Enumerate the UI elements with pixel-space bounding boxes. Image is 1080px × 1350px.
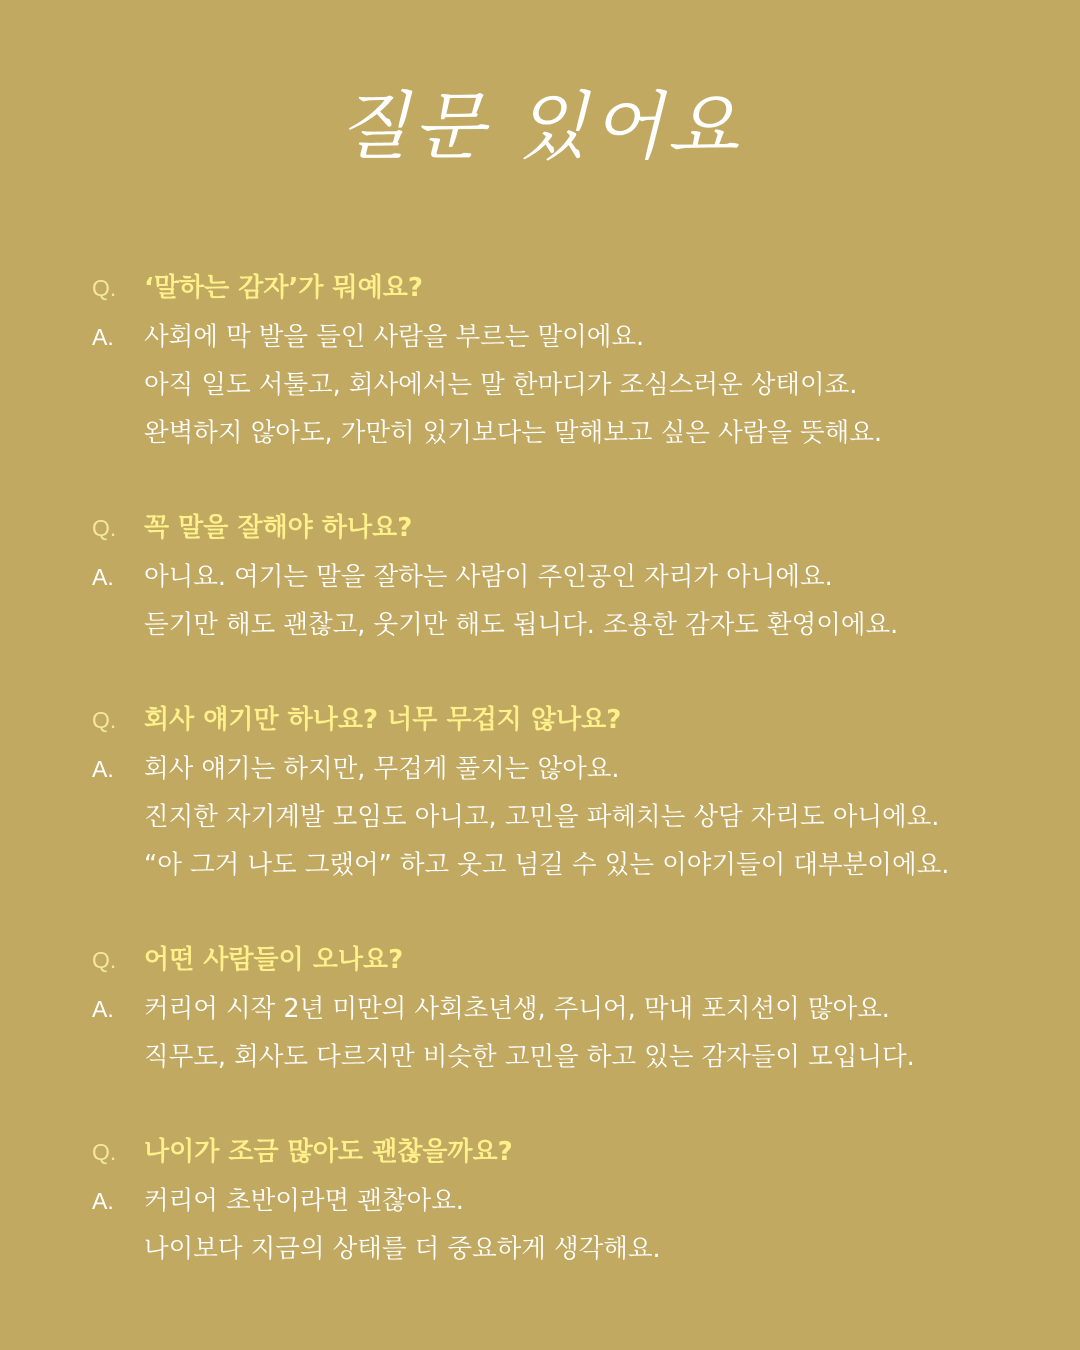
answer-line: 아직 일도 서툴고, 회사에서는 말 한마디가 조심스러운 상태이죠. bbox=[144, 370, 858, 400]
answer-line: 듣기만 해도 괜찮고, 웃기만 해도 됩니다. 조용한 감자도 환영이에요. bbox=[144, 610, 899, 640]
answer-line: 완벽하지 않아도, 가만히 있기보다는 말해보고 싶은 사람을 뜻해요. bbox=[144, 418, 883, 448]
question-text: 어떤 사람들이 오나요? bbox=[144, 945, 404, 975]
question-text: 나이가 조금 많아도 괜찮을까요? bbox=[144, 1137, 513, 1167]
answer-line: 사회에 막 발을 들인 사람을 부르는 말이에요. bbox=[144, 322, 645, 352]
faq-item-4 bbox=[92, 935, 1052, 1081]
answer-line: 직무도, 회사도 다르지만 비슷한 고민을 하고 있는 감자들이 모입니다. bbox=[144, 1042, 915, 1072]
faq-item-1 bbox=[92, 263, 1052, 457]
question-text: ‘말하는 감자’가 뭐예요? bbox=[144, 273, 423, 303]
answer-row bbox=[92, 985, 1052, 1081]
question-row bbox=[92, 263, 1052, 313]
faq-item-2 bbox=[92, 503, 1052, 649]
answer-marker: A. bbox=[92, 996, 114, 1022]
answer-row bbox=[92, 1177, 1052, 1273]
answer-text bbox=[144, 313, 882, 457]
answer-line: 아니요. 여기는 말을 잘하는 사람이 주인공인 자리가 아니에요. bbox=[144, 562, 833, 592]
faq-item-5 bbox=[92, 1127, 1052, 1273]
question-marker: Q. bbox=[92, 275, 117, 301]
answer-line: “아 그거 나도 그랬어” 하고 웃고 넘길 수 있는 이야기들이 대부분이에요. bbox=[144, 850, 950, 880]
answer-line: 커리어 시작 2년 미만의 사회초년생, 주니어, 막내 포지션이 많아요. bbox=[144, 994, 890, 1024]
answer-marker: A. bbox=[92, 756, 114, 782]
answer-line: 나이보다 지금의 상태를 더 중요하게 생각해요. bbox=[144, 1234, 661, 1264]
question-marker: Q. bbox=[92, 1139, 117, 1165]
answer-marker: A. bbox=[92, 1188, 114, 1214]
answer-text bbox=[144, 745, 949, 889]
answer-row bbox=[92, 745, 1052, 889]
question-row bbox=[92, 1127, 1052, 1177]
answer-line: 커리어 초반이라면 괜찮아요. bbox=[144, 1186, 464, 1216]
faq-list bbox=[92, 263, 1052, 1319]
answer-row bbox=[92, 313, 1052, 457]
faq-item-3 bbox=[92, 695, 1052, 889]
answer-line: 회사 얘기는 하지만, 무겁게 풀지는 않아요. bbox=[144, 754, 620, 784]
page-title: 질문 있어요 bbox=[337, 84, 743, 170]
question-text: 꼭 말을 잘해야 하나요? bbox=[144, 513, 413, 543]
answer-text bbox=[144, 1177, 661, 1273]
answer-marker: A. bbox=[92, 564, 114, 590]
answer-text bbox=[144, 985, 915, 1081]
question-marker: Q. bbox=[92, 707, 117, 733]
question-row bbox=[92, 935, 1052, 985]
question-row bbox=[92, 695, 1052, 745]
answer-line: 진지한 자기계발 모임도 아니고, 고민을 파헤치는 상담 자리도 아니에요. bbox=[144, 802, 940, 832]
question-text: 회사 얘기만 하나요? 너무 무겁지 않나요? bbox=[144, 705, 622, 735]
question-marker: Q. bbox=[92, 947, 117, 973]
answer-row bbox=[92, 553, 1052, 649]
answer-text bbox=[144, 553, 898, 649]
question-marker: Q. bbox=[92, 515, 117, 541]
answer-marker: A. bbox=[92, 324, 114, 350]
question-row bbox=[92, 503, 1052, 553]
